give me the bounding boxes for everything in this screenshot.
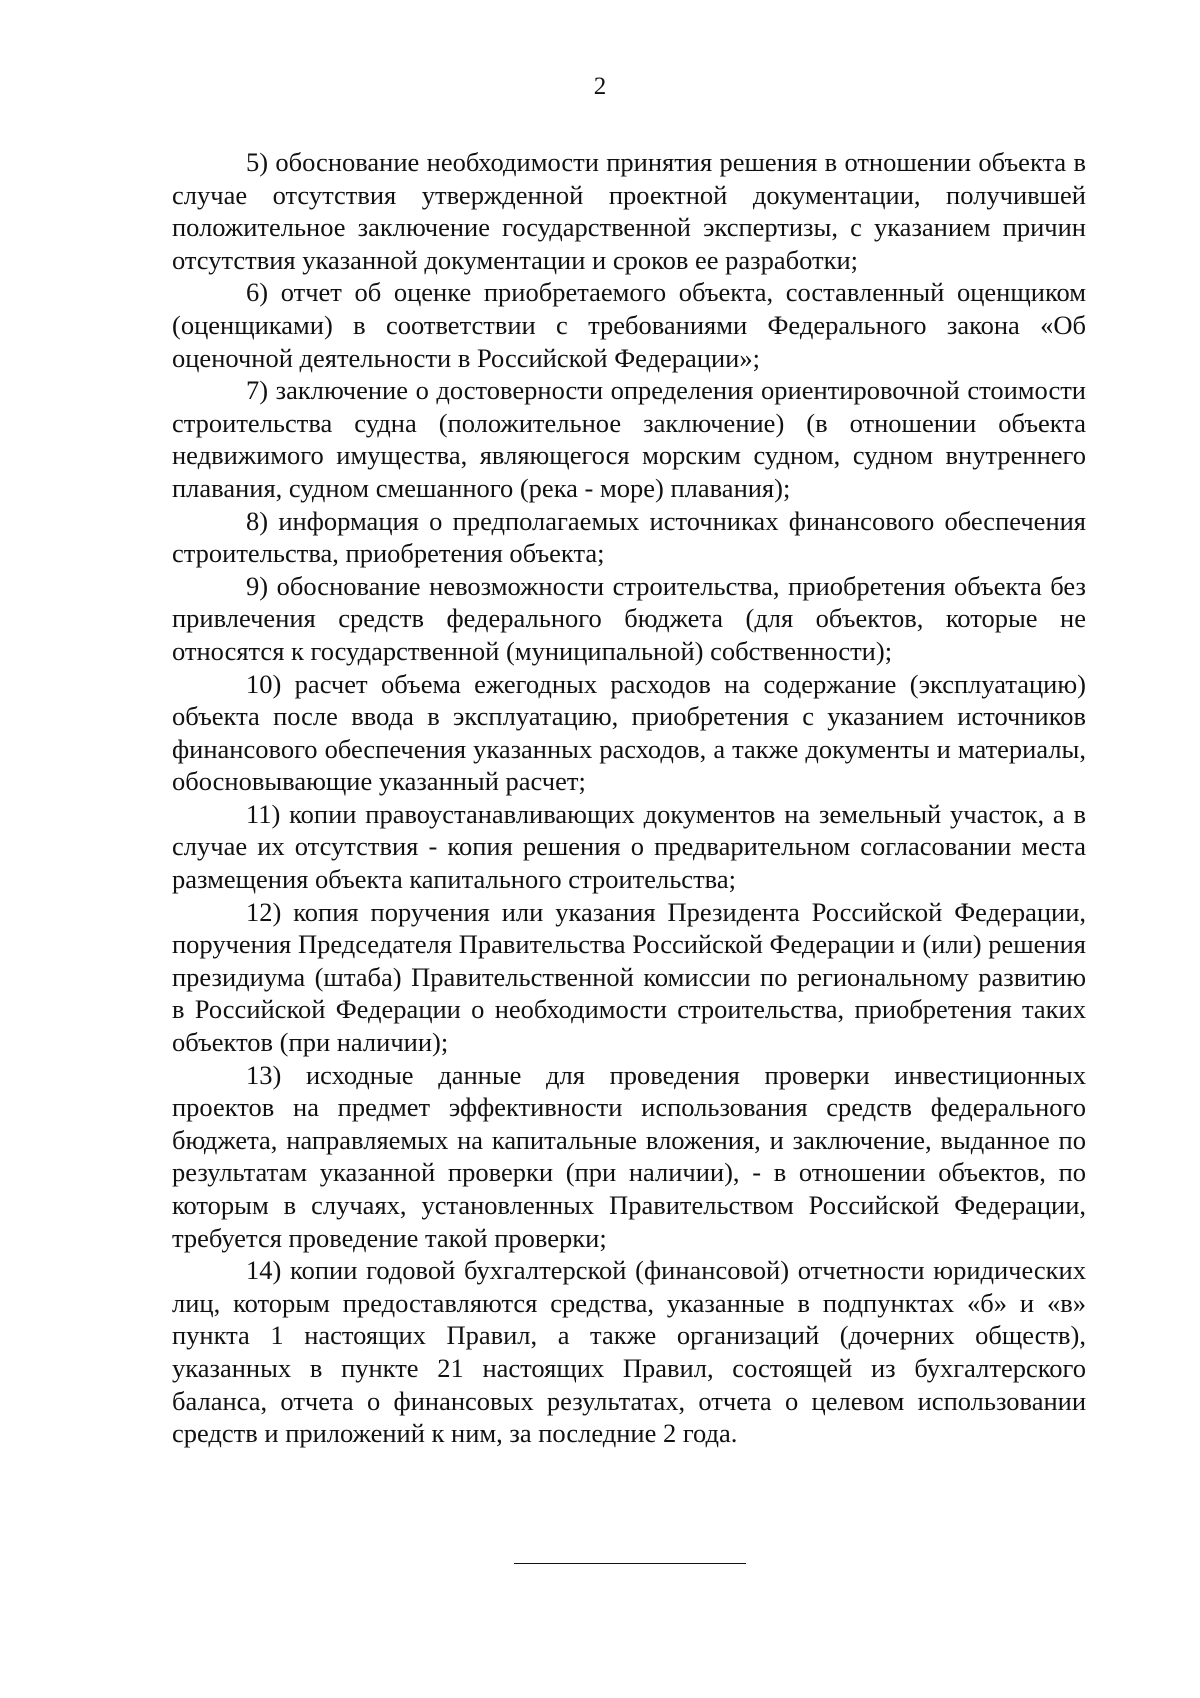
paragraph-item-12: 12) копия поручения или указания Президента Российской Федерации, поручения Председателя Правительства Российской Федерации и (или) решения президиума (штаба) Правительственной комиссии по региональному развитию в Российской Федерации о необходимости строительства, приобретения таких объектов (при наличии); (172, 896, 1086, 1058)
page-number: 2 (593, 73, 607, 100)
paragraph-item-7: 7) заключение о достоверности определения ориентировочной стоимости строительства судна (положительное заключение) (в отношении объекта недвижимого имущества, являющегося морским судном, судном внутреннего плавания, судном смешанного (река - море) плавания); (172, 375, 1086, 503)
paragraph-item-9: 9) обоснование невозможности строительства, приобретения объекта без привлечения средств федерального бюджета (для объектов, которые не относятся к государственной (муниципальной) собственности); (172, 570, 1086, 666)
paragraph-item-14: 14) копии годовой бухгалтерской (финансовой) отчетности юридических лиц, которым предоставляются средства, указанные в подпунктах «б» и «в» пункта 1 настоящих Правил, а также организаций (дочерних обществ), указанных в пункте 21 настоящих Правил, состоящей из бухгалтерского баланса, отчета о финансовых результатах, отчета о целевом использовании средств и приложений к ним, за последние 2 года. (172, 1255, 1086, 1449)
document-body (172, 146, 1086, 1450)
end-of-document-rule (514, 1563, 746, 1564)
paragraph-item-13: 13) исходные данные для проведения проверки инвестиционных проектов на предмет эффективности использования средств федерального бюджета, направляемых на капитальные вложения, и заключение, выданное по результатам указанной проверки (при наличии), - в отношении объектов, по которым в случаях, установленных Правительством Российской Федерации, требуется проведение такой проверки; (172, 1059, 1086, 1253)
paragraph-item-10: 10) расчет объема ежегодных расходов на содержание (эксплуатацию) объекта после ввода в эксплуатацию, приобретения с указанием источников финансового обеспечения указанных расходов, а также документы и материалы, обосновывающие указанный расчет; (172, 668, 1086, 797)
paragraph-item-11: 11) копии правоустанавливающих документов на земельный участок, а в случае их отсутствия - копия решения о предварительном согласовании места размещения объекта капитального строительства; (172, 798, 1086, 895)
paragraph-item-6: 6) отчет об оценке приобретаемого объекта, составленный оценщиком (оценщиками) в соответствии с требованиями Федерального закона «Об оценочной деятельности в Российской Федерации»; (172, 277, 1086, 373)
paragraph-item-5: 5) обоснование необходимости принятия решения в отношении объекта в случае отсутствия утвержденной проектной документации, получившей положительное заключение государственной экспертизы, с указанием причин отсутствия указанной документации и сроков ее разработки; (172, 147, 1086, 275)
paragraph-item-8: 8) информация о предполагаемых источниках финансового обеспечения строительства, приобретения объекта; (172, 505, 1086, 569)
